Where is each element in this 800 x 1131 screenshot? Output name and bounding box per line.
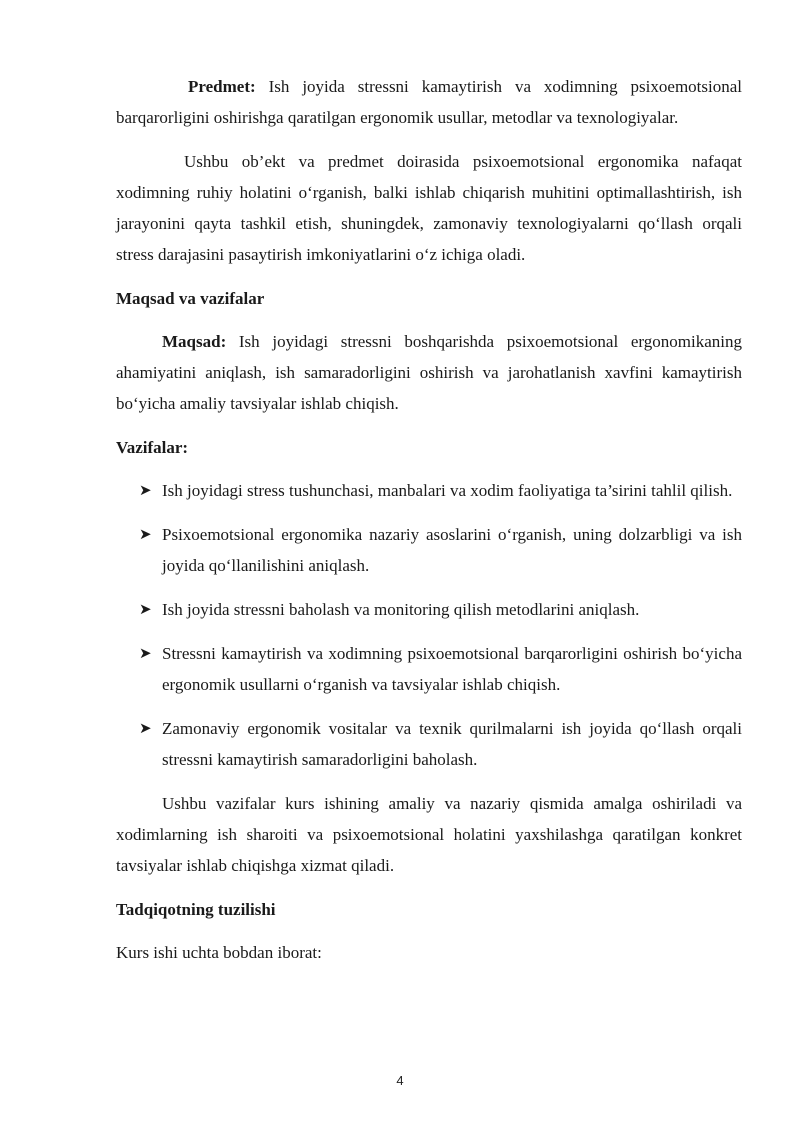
tasks-summary-paragraph: Ushbu vazifalar kurs ishining amaliy va nazariy qismida amalga oshiriladi va xodimlarning ish sharoiti va psixoemotsional holatini yaxshilashga qaratilgan konkret tavsiyalar ishlab chiqishga xizmat qiladi.: [116, 794, 742, 875]
task-text: Ish joyidagi stress tushunchasi, manbalari va xodim faoliyatiga ta’sirini tahlil qilish.: [162, 481, 733, 500]
arrowhead-bullet-icon: ➤: [139, 481, 152, 499]
list-item: [116, 475, 742, 506]
scope-paragraph: Ushbu ob’ekt va predmet doirasida psixoemotsional ergonomika nafaqat xodimning ruhiy holatini o‘rganish, balki ishlab chiqarish muhitini optimallashtirish, ish jarayonini qayta tashkil etish, shuningdek, zamonaviy texnologiyalarni qo‘llash orqali stress darajasini pasaytirish imkoniyatlarini o‘z ichiga oladi.: [116, 152, 742, 264]
arrowhead-bullet-icon: ➤: [139, 719, 152, 737]
structure-heading: Tadqiqotning tuzilishi: [116, 900, 276, 919]
maqsad-label: Maqsad:: [162, 332, 227, 351]
predmet-paragraph: [116, 71, 742, 133]
arrowhead-bullet-icon: ➤: [139, 644, 152, 662]
list-item: [116, 594, 742, 625]
maqsad-text: Ish joyidagi stressni boshqarishda psixoemotsional ergonomikaning ahamiyatini aniqlash, ish samaradorligini oshirish va jarohatlanish xavfini kamaytirish bo‘yicha amaliy tavsiyalar ishlab chiqish.: [116, 332, 742, 413]
document-page: [116, 71, 742, 968]
page-number: 4: [396, 1073, 404, 1088]
list-item: [116, 638, 742, 700]
tasks-list: [116, 475, 742, 775]
arrowhead-bullet-icon: ➤: [139, 600, 152, 618]
goals-heading: Maqsad va vazifalar: [116, 289, 265, 308]
predmet-label: Predmet:: [188, 77, 256, 96]
list-item: [116, 713, 742, 775]
task-text: Psixoemotsional ergonomika nazariy asoslarini o‘rganish, uning dolzarbligi va ish joyida qo‘llanilishini aniqlash.: [162, 525, 742, 575]
list-item: [116, 519, 742, 581]
predmet-text: Ish joyida stressni kamaytirish va xodimning psixoemotsional barqarorligini oshirishga qaratilgan ergonomik usullar, metodlar va texnologiyalar.: [116, 77, 742, 127]
maqsad-paragraph: [116, 326, 742, 419]
structure-text: Kurs ishi uchta bobdan iborat:: [116, 943, 322, 962]
arrowhead-bullet-icon: ➤: [139, 525, 152, 543]
task-text: Zamonaviy ergonomik vositalar va texnik qurilmalarni ish joyida qo‘llash orqali stressni kamaytirish samaradorligini baholash.: [162, 719, 742, 769]
task-text: Stressni kamaytirish va xodimning psixoemotsional barqarorligini oshirish bo‘yicha ergonomik usullarni o‘rganish va tavsiyalar ishlab chiqish.: [162, 644, 742, 694]
tasks-heading: Vazifalar:: [116, 438, 189, 457]
task-text: Ish joyida stressni baholash va monitoring qilish metodlarini aniqlash.: [162, 600, 640, 619]
